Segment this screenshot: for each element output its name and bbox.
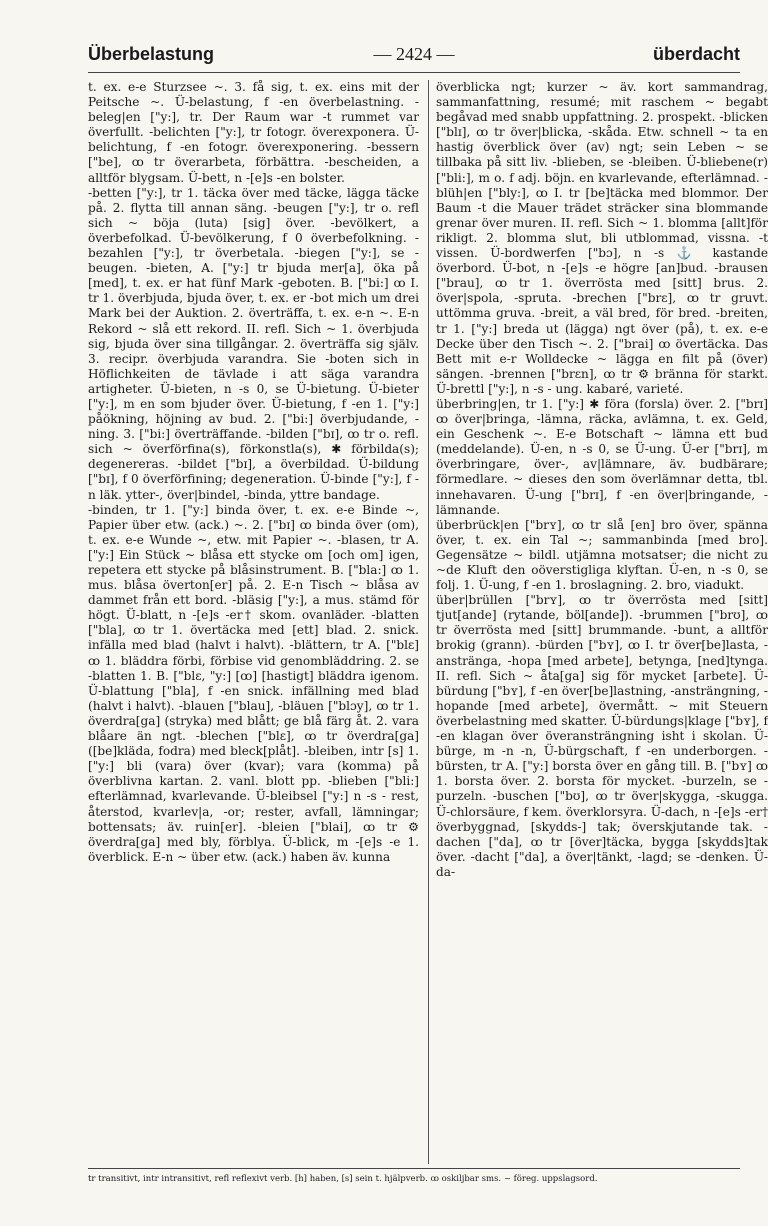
left-paragraph-1: t. ex. e-e Sturzsee ~. 3. få sig, t. ex. eins mit der Peitsche ~. Ü-belastung, f -en överbelastning. -beleg|en ["y:], tr. Der Raum war -t rummet var överfullt. -belichten ["y:], tr fotogr. överexponera. Ü-belichtung, f -en fotogr. överexponering. -bessern ["be], ꝏ tr överarbeta, förbättra. -bescheiden, a alltför blygsam. Ü-bett, n -[e]s -en bolster. bbox=[88, 80, 419, 185]
left-paragraph-2: -betten ["y:], tr 1. täcka över med täcke, lägga täcke på. 2. flytta till annan säng. -beugen ["y:], tr o. refl sich ~ böja (luta) [sig] över. -bevölkert, a överbefolkad. Ü-bevölkerung, f 0 överbefolkning. -bezahlen ["y:], tr överbetala. -biegen ["y:], se -beugen. -bieten, A. ["y:] tr bjuda mer[a], öka på [med], t. ex. er hat fünf Mark -geboten. B. ["bi:] ꝏ I. tr 1. överbjuda, bjuda över, t. ex. er -bot mich um drei Mark bei der Auktion. 2. överträffa, t. ex. e-n ~. E-n Rekord ~ slå ett rekord. II. refl. Sich ~ 1. överbjuda sig, bjuda över sina tillgångar. 2. överträffa sig själv. 3. recipr. överbjuda varandra. Sie -boten sich in Höflichkeiten de tävlade i att säga varandra artigheter. Ü-bieten, n -s 0, se Ü-bietung. Ü-bieter ["y:], m en som bjuder över. Ü-bietung, f -en 1. ["y:] påökning, höjning av bud. 2. ["bi:] överbjudande, -ning. 3. ["bi:] överträffande. -bilden ["bɪ], ꝏ tr o. refl. sich ~ överförfina(s), förkonstla(s), ✱ förbilda(s); degenereras. -bildet ["bɪ], a överbildad. Ü-bildung ["bɪ], f 0 överförfining; degeneration. Ü-binde ["y:], f -n läk. ytter-, över|bindel, -binda, yttre bandage. bbox=[88, 185, 419, 502]
page-number: — 2424 — bbox=[373, 44, 455, 64]
footer-rule bbox=[88, 1168, 740, 1169]
column-divider bbox=[428, 80, 429, 1164]
right-paragraph-4: über|brüllen ["brʏ], ꝏ tr överrösta med [sitt] tjut[ande] (rytande, böl[ande]). -brummen ["brʊ], ꝏ tr överrösta med [sitt] brummande. -bunt, a alltför brokig (grann). -bürden ["bʏ], ꝏ I. tr över[be]lasta, -anstränga, -hopa [med arbete], betyngа, [ned]tynga. II. refl. Sich ~ åta[ga] sig för mycket [arbete]. Ü-bürdung ["bʏ], f -en över[be]lastning, -ansträngning, -hopande [med arbete], övermått. ~ mit Steuern överbelastning med skatter. Ü-bürdungs|klage ["bʏ], f -en klagan över överansträngning isht i skolan. Ü-bürge, m -n -n, Ü-bürgschaft, f -en underborgen. -bürsten, tr A. ["y:] borsta över en gång till. B. ["bʏ] ꝏ 1. borsta över. 2. borsta för mycket. -burzeln, se -purzeln. -buschen ["bʊ], ꝏ tr över|skygga, -skugga. Ü-chlorsäure, f kem. överklorsyra. Ü-dach, n -[e]s -er† överbyggnad, [skydds-] tak; överskjutande tak. -dachen ["da], ꝏ tr [över]täcka, bygga [skydds]tak över. -dacht ["da], a över|tänkt, -lagd; se -denken. Ü-da- bbox=[436, 593, 768, 879]
right-column bbox=[436, 80, 768, 1164]
left-paragraph-3: -binden, tr 1. ["y:] binda över, t. ex. e-e Binde ~, Papier über etw. (ack.) ~. 2. ["bɪ] ꝏ binda över (om), t. ex. e-e Wunde ~, etw. mit Papier ~. -blasen, tr A. ["y:] Ein Stück ~ blåsa ett stycke om [och om] igen, repetera ett stycke på blåsinstrument. B. ["bla:] ꝏ 1. mus. blåsa överton[er] på. 2. E-n Tisch ~ blåsa av dammet från ett bord. -bläsig ["y:], a mus. stämd för högt. Ü-blatt, n -[e]s -er† skom. ovanläder. -blatten ["bla], ꝏ tr 1. övertäcka med [ett] blad. 2. snick. infälla med blad (halvt i halvt). -blättern, tr A. ["blɛ] ꝏ 1. bläddra förbi, förbise vid genombläddring. 2. se -blatten 1. B. ["blɛ, "y:] [ꝏ] [hastigt] bläddra igenom. Ü-blattung ["bla], f -en snick. infällning med blad (halvt i halvt). -blauen ["blau], -bläuen ["blɔy], ꝏ tr 1. överdra[ga] (stryka) med blått; ge blå färg åt. 2. vara blåare än ngt. -blechen ["blɛ], ꝏ tr överdra[ga] ([be]kläda, fodra) med bleck[plåt]. -bleiben, intr [s] 1. ["y:] bli (vara) över (kvar); vara (komma) på överblivna kartan. 2. vanl. blott pp. -blieben ["bli:] efterlämnad, kvarlevande. Ü-bleibsel ["y:] n -s - rest, återstod, kvarlev|a, -or; rester, avfall, lämningar; bottensats; äv. ruin[er]. -bleien ["blai], ꝏ tr ⚙ överdra[ga] med bly, förblya. Ü-blick, m -[e]s -e 1. överblick. E-n ~ über etw. (ack.) haben äv. kunna bbox=[88, 502, 419, 864]
page-header bbox=[88, 44, 740, 70]
right-paragraph-3: überbrück|en ["brʏ], ꝏ tr slå [en] bro över, spänna över, t. ex. ein Tal ~; sammanbinda [med bro]. Gegensätze ~ bildl. utjämna motsatser; die nicht zu ~de Kluft den oöverstigliga klyftan. Ü-en, n -s 0, se folj. 1. Ü-ung, f -en 1. broslagning. 2. bro, viadukt. bbox=[436, 517, 768, 593]
header-first-entry: Überbelastung bbox=[88, 44, 215, 64]
abbreviation-footer: tr transitivt, intr intransitivt, refl reflexivt verb. [h] haben, [s] sein t. hjälpverb. ꝏ oskiljbar sms. ~ föreg. uppslagsord. bbox=[88, 1174, 598, 1184]
right-paragraph-2: überbring|en, tr 1. ["y:] ✱ föra (forsla) över. 2. ["brɪ] ꝏ över|bringa, -lämna, räcka, avlämna, t. ex. Geld, ein Geschenk ~. E-e Botschaft ~ lämna ett bud (meddelande). Ü-en, n -s 0, se Ü-ung. Ü-er ["brɪ], m överbringare, över-, av|lämnare, äv. budbärare; förmedlare. ~ dieses den som överlämnar detta, tbl. innehavaren. Ü-ung ["brɪ], f -en över|bringande, -lämnande. bbox=[436, 396, 768, 517]
left-column bbox=[88, 80, 419, 1164]
right-paragraph-1: överblicka ngt; kurzer ~ äv. kort sammandrag, sammanfattning, resumé; mit raschem ~ begabt begåvad med snabb uppfattning. 2. prospekt. -blicken ["blɪ], ꝏ tr över|blicka, -skåda. Etw. schnell ~ ta en hastig överblick över (av) ngt; sein Leben ~ se tillbaka på sitt liv. -blieben, se -bleiben. Ü-bliebene(r) ["bli:], m o. f adj. böjn. en kvarlevande, efterlämnad. -blüh|en ["bly:], ꝏ I. tr [be]täcka med blommor. Der Baum -t die Mauer trädet sträcker sina blommande grenar över muren. II. refl. Sich ~ 1. blomma [allt]för rikligt. 2. blomma slut, bli utblommad, vissna. -t vissen. Ü-bordwerfen ["bɔ], n -s ⚓ kastande överbord. Ü-bot, n -[e]s -e högre [an]bud. -brausen ["brau], ꝏ tr 1. överrösta med [sitt] brus. 2. över|spola, -spruta. -brechen ["brɛ], ꝏ tr gruvt. uttömma gruva. -breit, a väl bred, för bred. -breiten, tr 1. ["y:] breda ut (lägga) ngt över (på), t. ex. e-e Decke über den Tisch ~. 2. ["brai] ꝏ övertäcka. Das Bett mit e-r Wolldecke ~ lägga en filt på (över) sängen. -brennen ["brɛn], ꝏ tr ⚙ bränna för starkt. Ü-brettl ["y:], n -s - ung. kabaré, varieté. bbox=[436, 80, 768, 396]
header-rule bbox=[88, 72, 740, 73]
header-last-entry: überdacht bbox=[652, 44, 740, 64]
